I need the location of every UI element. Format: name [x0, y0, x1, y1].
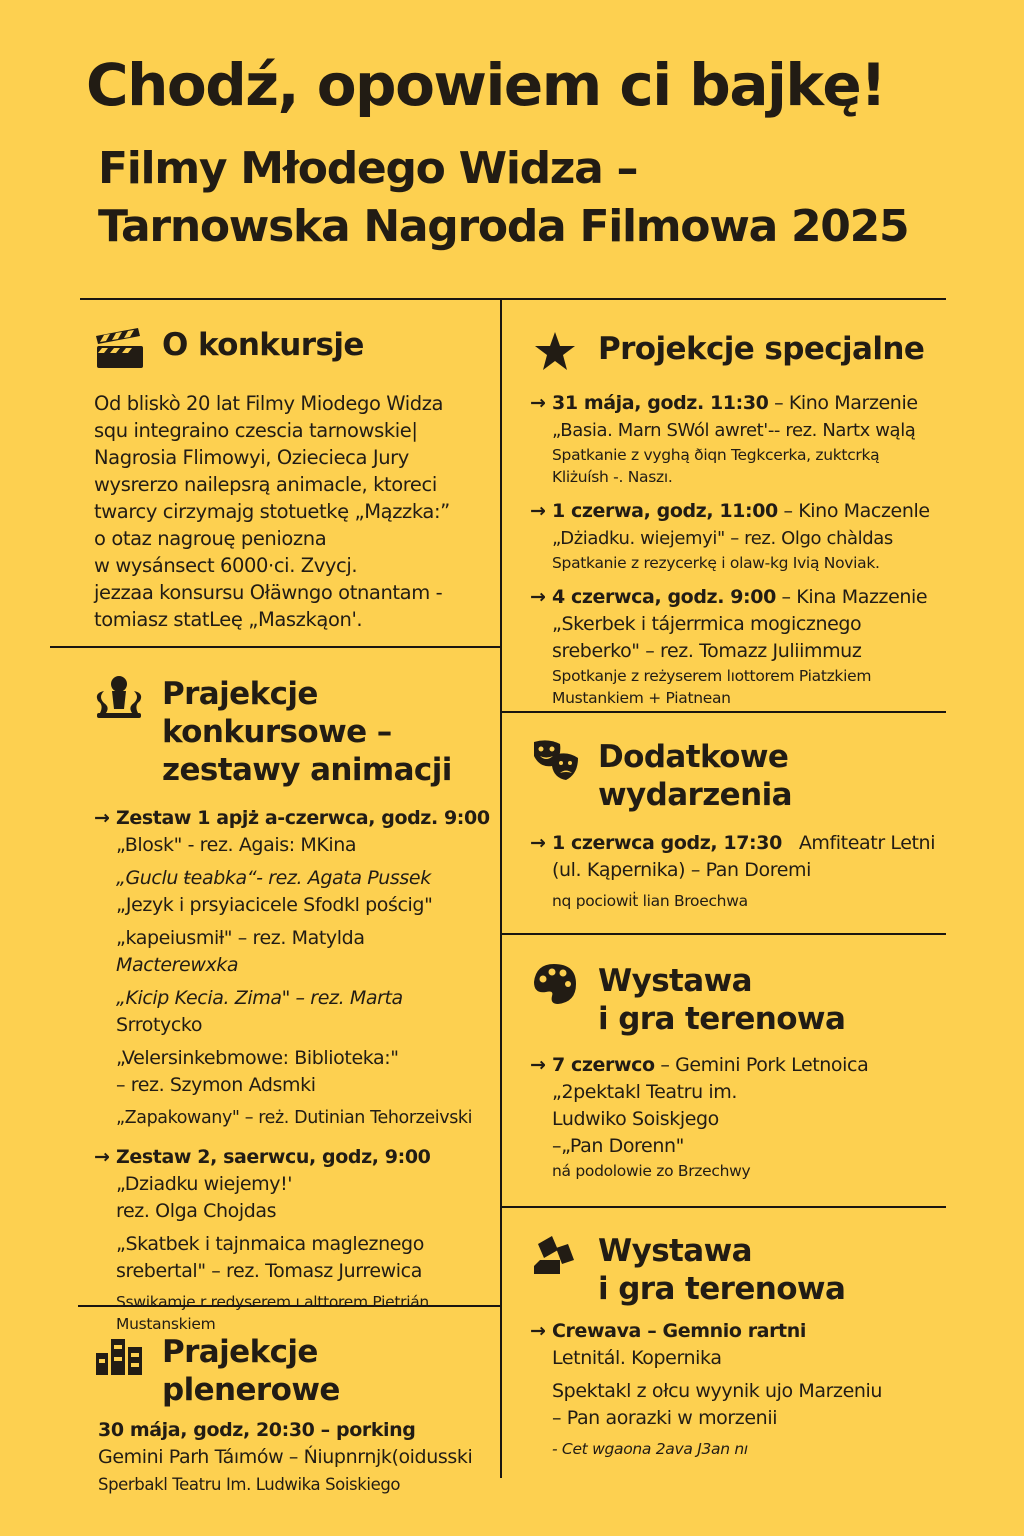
exhibition-1-item: → 7 czerwco – Gemini Pork Letnoica „2pektakl Teatru im. Ludwiko Soiskjego –„Pan Dorenn" ná podolowie zo Brzechwy: [530, 1052, 950, 1182]
paragraph-line: tomiasz statLeę „Maszkąon'.: [94, 608, 363, 631]
palette-icon: [530, 962, 580, 1006]
event-note: Spatkanie z vyghą ðiqn Tegkcerka, zuktcrką: [552, 446, 880, 464]
film-entry: „Dżiadku. wiejemyi" – rez. Olgo chàldas: [552, 528, 893, 549]
exhibition-2-item: → Crewava – Gemnio rartni Letnitál. Kopernika Spektakl z ołcu wyynik ujo Marzeniu – Pan aorazki w morzenii - Cet wgaona 2ava J3an nı: [530, 1318, 950, 1460]
arrow-icon: →: [530, 1054, 546, 1076]
divider-left-1: [50, 646, 500, 648]
film-entry: „Skatbek i tajnmaica magleznego: [116, 1233, 424, 1255]
section-title: Wystawa i gra terenowa: [598, 963, 846, 1037]
event-note: Spatkanie z rezycerkę i olaw-kg Ivią Noviak.: [552, 554, 880, 572]
section-competition: [94, 675, 494, 1335]
film-entry: „Dziadku wiejemy!': [116, 1173, 293, 1195]
competition-set-2: → Zestaw 2, saerwcu, godz, 9:00 „Dziadku wiejemy!' rez. Olga Chojdas „Skatbek i tajnmaica magleznego srebertal" – rez. Tomasz Jurrewica Sswikamje r redyserem ı alttorem Pietrián Mustanskiem: [94, 1144, 494, 1335]
paragraph-line: wysrerzo nailepsrą animacle, ktoreci: [94, 473, 437, 496]
section-outdoor: [94, 1333, 494, 1498]
film-entry: „Jezyk i prsyiacicele Sfodkl pościg": [116, 894, 433, 916]
film-entry: Macterewxka: [116, 954, 239, 976]
arrow-icon: →: [530, 832, 546, 854]
arrow-icon: →: [94, 807, 110, 829]
section-title: Prajekcje konkursowe – zestawy animacji: [162, 676, 452, 788]
paragraph-line: jezzaa konsursu Ołäwngo otnantam -: [94, 581, 443, 604]
theater-masks-icon: [530, 738, 580, 782]
section-title: Projekcje specjalne: [598, 331, 925, 367]
section-title: Dodatkowe wydarzenia: [598, 739, 792, 813]
event-line: –„Pan Dorenn": [552, 1135, 684, 1157]
film-entry: „Guclu ŧeabka“- rez. Agata Pussek: [116, 867, 431, 889]
event-note: Mustankiem + Piatnean: [552, 689, 731, 707]
event-note: Sswikamje r redyserem ı alttorem Pietrián: [116, 1293, 429, 1311]
film-entry: „Kicip Kecia. Zima" – rez. Marta: [116, 987, 403, 1009]
paragraph-line: Od bliskò 20 lat Filmy Miodego Widza: [94, 392, 444, 415]
subtitle-line-1: Filmy Młodego Widza –: [98, 143, 638, 194]
section-title: Prajekcje plenerowe: [162, 1334, 340, 1408]
event-note: Mustanskiem: [116, 1315, 216, 1333]
film-entry: srebertal" – rez. Tomasz Jurrewica: [116, 1260, 422, 1282]
poster-subtitle: [98, 140, 908, 256]
section-about: [94, 326, 494, 633]
divider-right-2: [502, 933, 946, 935]
film-entry: Srrotycko: [116, 1014, 203, 1036]
paragraph-line: o otaz nagrouę peniozna: [94, 527, 327, 550]
event-note: ná podolowie zo Brzechwy: [552, 1162, 751, 1180]
section-additional: [530, 738, 950, 912]
paragraph-line: twarcy cirzymajg stotuetkę „Mązzka:”: [94, 500, 450, 523]
paragraph-line: Nagrosia Flimowyi, Oziecieca Jury: [94, 446, 409, 469]
section-exhibition-1: [530, 962, 950, 1182]
film-entry: „Blosk" - rez. Agais: MKina: [116, 834, 357, 856]
event-line: Ludwiko Soiskjego: [552, 1108, 719, 1130]
film-entry: „Basia. Marn SWól awret'-- rez. Nartx wąlą: [552, 420, 916, 441]
film-entry: sreberko" – rez. Tomazz Juliimmuz: [552, 640, 862, 662]
event-note: nq pociowiṫ lian Broechwa: [552, 892, 748, 910]
additional-item: → 1 czerwca godz, 17:30 Amfiteatr Letni (ul. Kąpernika) – Pan Doremi nq pociowiṫ lian Broechwa: [530, 830, 950, 912]
film-entry: „Zapakowany" – reż. Dutinian Tehorzeivski: [116, 1108, 473, 1128]
event-line: – Pan aorazki w morzenii: [552, 1407, 778, 1429]
paragraph-line: squ integraino czescia tarnowskie|: [94, 419, 418, 442]
event-line: Letnitál. Kopernika: [552, 1347, 722, 1369]
event-line: „2pektakl Teatru im.: [552, 1081, 737, 1103]
arrow-icon: →: [530, 1320, 546, 1342]
film-entry: rez. Olga Chojdas: [116, 1200, 277, 1222]
poster-title: Chodź, opowiem ci bajkę!: [86, 51, 886, 119]
arrow-icon: →: [530, 392, 546, 414]
film-entry: – rez. Szymon Adsmki: [116, 1074, 316, 1096]
film-entry: „Velersinkebmowe: Biblioteka:": [116, 1047, 399, 1069]
section-exhibition-2: [530, 1232, 950, 1460]
buildings-icon: [94, 1333, 144, 1377]
special-item-2: → 1 czerwa, godz, 11:00 – Kino Maczenle „Dżiadku. wiejemyi" – rez. Olgo chàldas Spatkanie z rezycerkę i olaw-kg Ivią Noviak.: [530, 498, 950, 574]
divider-right-3: [502, 1206, 946, 1208]
divider-right-1: [502, 711, 946, 713]
event-line: Spektakl z ołcu wyynik ujo Marzeniu: [552, 1380, 883, 1402]
film-entry: „kapeiusmiƚ" – rez. Matylda: [116, 927, 365, 949]
event-line: (ul. Kąpernika) – Pan Doremi: [552, 859, 812, 881]
event-note: - Cet wgaona 2ava J3an nı: [552, 1440, 748, 1458]
arrow-icon: →: [530, 500, 546, 522]
special-item-3: → 4 czerwca, godz. 9:00 – Kina Mazzenie „Skerbek i tájerrmica mogicznego sreberko" – rez. Tomazz Juliimmuz Spotkanje z reżyserem lıottorem Piatzkiem Mustankiem + Piatnean: [530, 584, 950, 709]
section-title: Wystawa i gra terenowa: [598, 1233, 846, 1307]
section-title: O konkursje: [162, 327, 364, 363]
clapperboard-icon: [94, 326, 144, 370]
event-note: Spotkanje z reżyserem lıottorem Piatzkiem: [552, 667, 872, 685]
about-paragraph: [94, 390, 494, 633]
subtitle-line-2: Tarnowska Nagroda Filmowa 2025: [98, 201, 909, 252]
event-note: Kliżuísh -. Naszı.: [552, 468, 673, 486]
game-blocks-icon: [530, 1232, 580, 1276]
section-special: [530, 330, 950, 709]
special-item-1: → 31 mája, godz. 11:30 – Kino Marzenie „Basia. Marn SWól awret'-- rez. Nartx wąlą Spatkanie z vyghą ðiqn Tegkcerka, zuktcrką Kliżuísh -. Naszı.: [530, 390, 950, 488]
event-note: Sperbakl Teatru Im. Ludwika Soiskiego: [98, 1475, 401, 1494]
trophy-figure-icon: [94, 675, 144, 719]
star-icon: [530, 330, 580, 374]
film-entry: „Skerbek i tájerrmica mogicznego: [552, 613, 862, 635]
column-divider: [500, 298, 502, 1478]
competition-set-1: → Zestaw 1 apjż a-czerwca, godz. 9:00 „Blosk" - rez. Agais: MKina „Guclu ŧeabka“- rez. Agata Pussek „Jezyk i prsyiacicele Sfodkl pościg" „kapeiusmiƚ" – rez. Matylda Macterewxka „Kicip Kecia. Zima" – rez. Marta Srrotycko „Velersinkebmowe: Biblioteka:" – rez. Szymon Adsmki „Zapakowany" – reż. Dutinian Tehorzeivski: [94, 805, 494, 1132]
outdoor-line: Gemini Parh Táımów – Ńiupnrnjk(oidusski: [98, 1446, 473, 1468]
arrow-icon: →: [530, 586, 546, 608]
outdoor-heading: 30 mája, godz, 20:30 – porking: [98, 1419, 416, 1441]
header-divider: [80, 298, 946, 300]
paragraph-line: w wysánsect 6000·ci. Zvycj.: [94, 554, 358, 577]
arrow-icon: →: [94, 1146, 110, 1168]
